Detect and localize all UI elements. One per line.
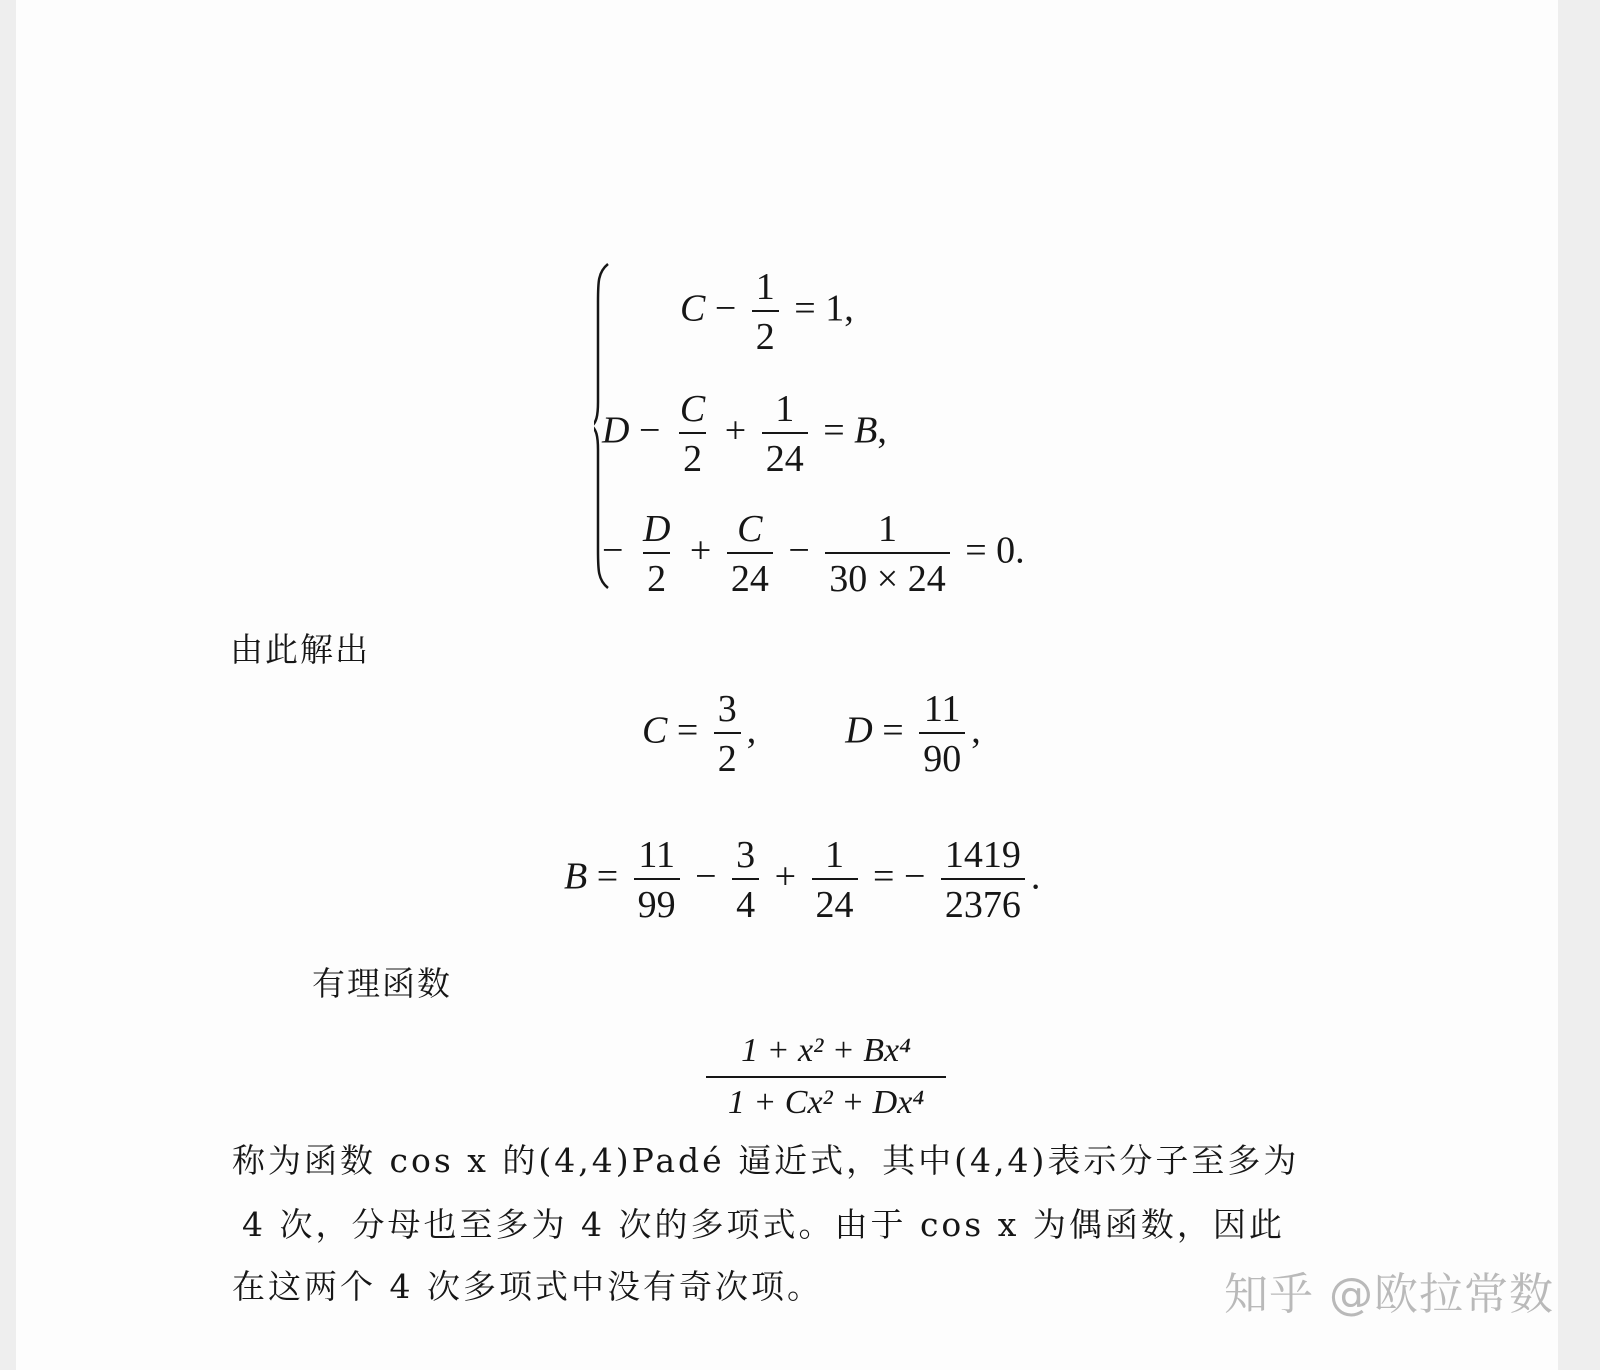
var-c: C xyxy=(680,287,706,330)
numerator: 11 xyxy=(638,834,675,876)
denominator: 24 xyxy=(727,552,773,598)
equation-1 xyxy=(680,268,854,356)
fraction xyxy=(762,390,808,478)
numerator: C xyxy=(679,388,706,430)
fraction xyxy=(825,510,949,598)
punct: , xyxy=(971,709,981,752)
rational-function xyxy=(706,1032,946,1122)
numerator: 1 xyxy=(825,834,845,876)
solution-line-2 xyxy=(564,836,1040,924)
rational-denominator: 1 + Cx² + Dx⁴ xyxy=(706,1076,946,1122)
equation-3 xyxy=(602,510,1025,598)
rational-numerator: 1 + x² + Bx⁴ xyxy=(741,1032,911,1069)
op-equals: = xyxy=(596,855,619,898)
numerator: 1 xyxy=(775,388,795,430)
var-d: D xyxy=(602,409,630,452)
op-equals-minus: = − xyxy=(873,855,926,898)
var-c: C xyxy=(642,709,668,752)
fraction xyxy=(812,836,858,924)
denominator: 24 xyxy=(762,432,808,478)
denominator: 30 × 24 xyxy=(825,552,949,598)
op-plus: + xyxy=(689,529,712,572)
punct: , xyxy=(877,409,887,452)
equation-2 xyxy=(602,390,887,478)
denominator: 2 xyxy=(752,310,779,356)
numerator: 3 xyxy=(736,834,756,876)
denominator: 2376 xyxy=(941,878,1025,924)
solution-line-1 xyxy=(642,690,981,778)
op-minus: − xyxy=(638,409,661,452)
denominator: 4 xyxy=(732,878,759,924)
fraction xyxy=(676,390,709,478)
numerator: 1 xyxy=(877,508,897,550)
var-d: D xyxy=(845,709,873,752)
fraction xyxy=(714,690,741,778)
paragraph-line-3: 在这两个 4 次多项式中没有奇次项。 xyxy=(232,1267,823,1306)
text-rational: 有理函数 xyxy=(312,964,452,1003)
fraction xyxy=(941,836,1025,924)
denominator: 90 xyxy=(919,732,965,778)
fraction xyxy=(732,836,759,924)
op-equals: = xyxy=(882,709,904,752)
denominator: 99 xyxy=(634,878,680,924)
numerator: C xyxy=(737,508,763,550)
op-minus: − xyxy=(695,855,717,898)
numerator: 1 xyxy=(755,266,775,308)
document-page xyxy=(16,0,1558,1370)
paragraph-line-1: 称为函数 cos x 的(4,4)Padé 逼近式，其中(4,4)表示分子至多为 xyxy=(232,1141,1300,1180)
rhs: = 1, xyxy=(794,287,854,330)
op-equals: = xyxy=(676,709,699,752)
watermark: 知乎 @欧拉常数 xyxy=(1224,1269,1554,1320)
var-b: B xyxy=(564,855,588,898)
op-minus: − xyxy=(714,287,737,330)
text-solve: 由此解出 xyxy=(230,630,370,669)
paragraph-line-2: 4 次，分母也至多为 4 次的多项式。由于 cos x 为偶函数，因此 xyxy=(242,1205,1285,1244)
var-b: B xyxy=(854,409,878,452)
op-plus: + xyxy=(724,409,747,452)
fraction xyxy=(639,510,674,598)
denominator: 2 xyxy=(643,552,670,598)
op-minus: − xyxy=(788,529,810,572)
numerator: 11 xyxy=(923,688,961,730)
punct: . xyxy=(1030,855,1041,898)
op-minus: − xyxy=(602,529,624,572)
numerator: 3 xyxy=(717,688,737,730)
denominator: 2 xyxy=(714,732,741,778)
fraction xyxy=(634,836,680,924)
fraction xyxy=(752,268,779,356)
fraction xyxy=(727,510,773,598)
op-plus: + xyxy=(774,855,797,898)
denominator: 24 xyxy=(812,878,858,924)
rhs: = 0. xyxy=(965,529,1025,572)
fraction xyxy=(919,690,965,778)
op-equals: = xyxy=(823,409,845,452)
numerator: D xyxy=(642,508,671,550)
denominator: 2 xyxy=(679,432,706,478)
punct: , xyxy=(746,709,757,752)
numerator: 1419 xyxy=(944,834,1021,876)
